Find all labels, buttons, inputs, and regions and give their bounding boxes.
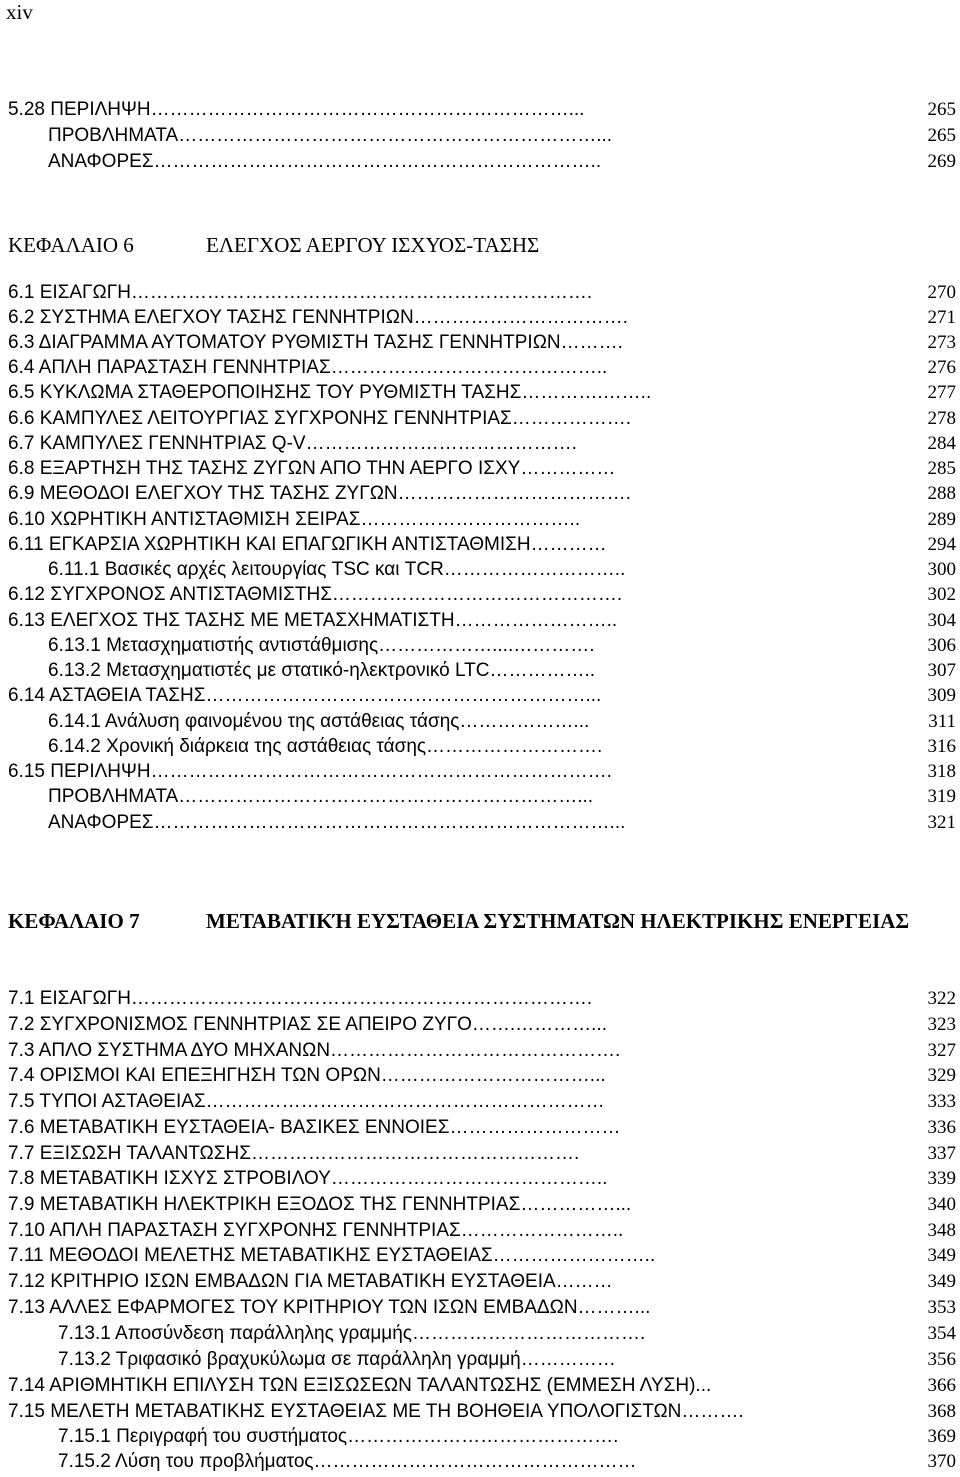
- toc-entry-page: 265: [927, 99, 956, 120]
- toc-entry-page: 337: [927, 1143, 956, 1164]
- toc-entry-page: 284: [927, 433, 956, 454]
- toc-entry[interactable]: [58, 1321, 956, 1346]
- toc-entry-page: 307: [927, 660, 956, 681]
- toc-entry-text: 7.15.1 Περιγραφή του συστήματος…………………………………….: [58, 1426, 619, 1447]
- toc-entry-page: 366: [927, 1375, 956, 1396]
- toc-entry[interactable]: [8, 759, 956, 784]
- toc-entry[interactable]: [8, 532, 956, 557]
- toc-entry[interactable]: [48, 658, 956, 683]
- toc-entry-text: 7.1 ΕΙΣΑΓΩΓΗ……………………………………………………………….: [8, 988, 593, 1009]
- toc-entry-page: 285: [927, 458, 956, 479]
- toc-entry-page: 304: [927, 610, 956, 631]
- toc-entry-text: 7.12 ΚΡΙΤΗΡΙΟ ΙΣΩΝ ΕΜΒΑΔΩΝ ΓΙΑ ΜΕΤΑΒΑΤΙΚΗ ΕΥΣΤΑΘΕΙΑ………: [8, 1271, 613, 1292]
- chapter-title: ΕΛΕΓΧΟΣ ΑΕΡΓΟΥ ΙΣΧΥΟΣ-ΤΑΣΗΣ: [206, 233, 540, 257]
- chapter-heading: [8, 228, 948, 262]
- toc-entry-text: 7.15.2 Λύση του προβλήματος……………………………………………: [58, 1451, 637, 1472]
- toc-entry-page: 306: [927, 635, 956, 656]
- toc-entry[interactable]: [8, 1012, 956, 1037]
- toc-entry-page: 329: [927, 1065, 956, 1086]
- toc-entry-page: 349: [927, 1245, 956, 1266]
- toc-entry-text: 7.11 ΜΕΘΟΔΟΙ ΜΕΛΕΤΗΣ ΜΕΤΑΒΑΤΙΚΗΣ ΕΥΣΤΑΘΕΙΑΣ……………………..: [8, 1245, 656, 1266]
- toc-entry-page: 277: [927, 382, 956, 403]
- toc-entry[interactable]: [8, 507, 956, 532]
- toc-entry[interactable]: [8, 330, 956, 355]
- toc-entry[interactable]: [48, 633, 956, 658]
- toc-entry-text: 7.13.2 Τριφασικό βραχυκύλωμα σε παράλληλη γραμμή……………: [58, 1349, 616, 1370]
- toc-entry[interactable]: [8, 456, 956, 481]
- toc-entry-text: 6.6 ΚΑΜΠΥΛΕΣ ΛΕΙΤΟΥΡΓΙΑΣ ΣΥΓΧΡΟΝΗΣ ΓΕΝΝΗΤΡΙΑΣ……………….: [8, 408, 632, 429]
- toc-entry-text: 6.11 ΕΓΚΑΡΣΙΑ ΧΩΡΗΤΙΚΗ ΚΑΙ ΕΠΑΓΩΓΙΚΗ ΑΝΤΙΣΤΑΘΜΙΣΗ…………: [8, 534, 607, 555]
- toc-entry-text: 7.2 ΣΥΓΧΡΟΝΙΣΜΟΣ ΓΕΝΝΗΤΡΙΑΣ ΣΕ ΑΠΕΙΡΟ ΖΥΓΟ…….…………...: [8, 1014, 607, 1035]
- toc-entry-page: 300: [927, 559, 956, 580]
- toc-entry-text: 6.8 ΕΞΑΡΤΗΣΗ ΤΗΣ ΤΑΣΗΣ ΖΥΓΩΝ ΑΠΟ ΤΗΝ ΑΕΡΓΟ ΙΣΧΥ……………: [8, 458, 616, 479]
- toc-entry[interactable]: [8, 582, 956, 607]
- toc-entry-text: ΑΝΑΦΟΡΕΣ……………………………………………………………..: [48, 151, 602, 172]
- toc-entry-text: 6.3 ΔΙΑΓΡΑΜΜΑ ΑΥΤΟΜΑΤΟΥ ΡΥΘΜΙΣΤΗ ΤΑΣΗΣ ΓΕΝΝΗΤΡΙΩΝ……….: [8, 332, 623, 353]
- toc-entry[interactable]: [8, 1038, 956, 1063]
- toc-entry-page: 348: [927, 1220, 956, 1241]
- toc-entry-text: 7.4 ΟΡΙΣΜΟΙ ΚΑΙ ΕΠΕΞΗΓΗΣΗ ΤΩΝ ΟΡΩΝ……………………………...: [8, 1065, 606, 1086]
- toc-entry[interactable]: [8, 481, 956, 506]
- toc-entry-text: ΑΝΑΦΟΡΕΣ………………………………………………………………...: [48, 812, 626, 833]
- toc-entry[interactable]: [58, 1449, 956, 1474]
- toc-entry-page: 276: [927, 357, 956, 378]
- toc-entry-text: 5.28 ΠΕΡΙΛΗΨΗ…………………………………………………………...: [8, 99, 585, 120]
- toc-entry-page: 353: [927, 1297, 956, 1318]
- toc-entry-page: 302: [927, 584, 956, 605]
- toc-entry[interactable]: [8, 1399, 956, 1424]
- toc-entry-text: 6.2 ΣΥΣΤΗΜΑ ΕΛΕΓΧΟΥ ΤΑΣΗΣ ΓΕΝΝΗΤΡΙΩΝ…………………………….: [8, 307, 628, 328]
- toc-entry[interactable]: [58, 1424, 956, 1449]
- toc-entry-text: ΠΡΟΒΛΗΜΑΤΑ………………………………………………………...: [48, 786, 594, 807]
- toc-entry-page: 327: [927, 1040, 956, 1061]
- toc-entry[interactable]: [58, 1347, 956, 1372]
- toc-entry-text: 7.6 ΜΕΤΑΒΑΤΙΚΗ ΕΥΣΤΑΘΕΙΑ- ΒΑΣΙΚΕΣ ΕΝΝΟΙΕΣ………………………: [8, 1117, 621, 1138]
- toc-entry-page: 322: [927, 988, 956, 1009]
- toc-entry-page: 316: [927, 736, 956, 757]
- toc-entry-text: 7.8 ΜΕΤΑΒΑΤΙΚΗ ΙΣΧΥΣ ΣΤΡΟΒΙΛΟΥ……………………………………..: [8, 1168, 608, 1189]
- toc-entry-page: 270: [927, 282, 956, 303]
- toc-entry[interactable]: [48, 709, 956, 734]
- toc-entry[interactable]: [48, 149, 956, 174]
- toc-entry[interactable]: [8, 380, 956, 405]
- toc-entry-text: 6.7 ΚΑΜΠΥΛΕΣ ΓΕΝΝΗΤΡΙΑΣ Q-V…………………………………….: [8, 433, 577, 454]
- toc-entry-page: 339: [927, 1168, 956, 1189]
- toc-entry-page: 288: [927, 483, 956, 504]
- toc-entry-text: 6.13.1 Μετασχηματιστής αντιστάθμισης………………....………….: [48, 635, 595, 656]
- toc-entry-page: 269: [927, 151, 956, 172]
- chapter-title: ΜΕΤΑΒΑΤΙΚΉ ΕΥΣΤΑΘΕΙΑ ΣΥΣΤΗΜΑΤΩΝ ΗΛΕΚΤΡΙΚΗΣ ΕΝΕΡΓΕΙΑΣ: [206, 909, 910, 933]
- toc-entry-page: 333: [927, 1091, 956, 1112]
- toc-entry-text: 7.13 ΑΛΛΕΣ ΕΦΑΡΜΟΓΕΣ ΤΟΥ ΚΡΙΤΗΡΙΟΥ ΤΩΝ ΙΣΩΝ ΕΜΒΑΔΩΝ………...: [8, 1297, 651, 1318]
- toc-entry-text: 7.10 ΑΠΛΗ ΠΑΡΑΣΤΑΣΗ ΣΥΓΧΡΟΝΗΣ ΓΕΝΝΗΤΡΙΑΣ……………………..: [8, 1220, 624, 1241]
- toc-entry-text: 6.14.1 Ανάλυση φαινομένου της αστάθειας τάσης………………...: [48, 711, 590, 732]
- toc-entry-text: 7.15 ΜΕΛΕΤΗ ΜΕΤΑΒΑΤΙΚΗΣ ΕΥΣΤΑΘΕΙΑΣ ΜΕ ΤΗ ΒΟΗΘΕΙΑ ΥΠΟΛΟΓΙΣΤΩΝ……….: [8, 1401, 744, 1422]
- toc-entry-page: 369: [927, 1426, 956, 1447]
- toc-entry[interactable]: [8, 1192, 956, 1217]
- toc-entry-page: 354: [927, 1323, 956, 1344]
- toc-entry-page: 311: [928, 711, 956, 732]
- toc-entry[interactable]: [8, 355, 956, 380]
- toc-entry-text: 6.12 ΣΥΓΧΡΟΝΟΣ ΑΝΤΙΣΤΑΘΜΙΣΤΗΣ……………………………………….: [8, 584, 623, 605]
- toc-entry[interactable]: [8, 1141, 956, 1166]
- toc-entry[interactable]: [8, 1295, 956, 1320]
- toc-entry-page: 319: [927, 786, 956, 807]
- toc-entry-page: 349: [927, 1271, 956, 1292]
- toc-entry[interactable]: [8, 986, 956, 1011]
- toc-entry[interactable]: [48, 810, 956, 835]
- chapter-label: ΚΕΦΑΛΑΙΟ 6: [8, 233, 134, 257]
- toc-entry[interactable]: [8, 1243, 956, 1268]
- toc-entry-text: 7.9 ΜΕΤΑΒΑΤΙΚΗ ΗΛΕΚΤΡΙΚΗ ΕΞΟΔΟΣ ΤΗΣ ΓΕΝΝΗΤΡΙΑΣ……………...: [8, 1194, 632, 1215]
- toc-entry[interactable]: [8, 280, 956, 305]
- toc-entry-text: 6.15 ΠΕΡΙΛΗΨΗ……………………………………………………………….: [8, 761, 612, 782]
- toc-entry[interactable]: [8, 1269, 956, 1294]
- toc-entry-page: 273: [927, 332, 956, 353]
- toc-entry-page: 370: [927, 1451, 956, 1472]
- toc-entry[interactable]: [8, 97, 956, 122]
- toc-entry[interactable]: [8, 305, 956, 330]
- toc-entry-page: 309: [927, 685, 956, 706]
- page-number: xiv: [6, 0, 33, 24]
- chapter-label: ΚΕΦΑΛΑΙΟ 7: [8, 909, 140, 933]
- toc-entry-text: ΠΡΟΒΛΗΜΑΤΑ…………………………………………………………...: [48, 125, 613, 146]
- toc-entry[interactable]: [8, 608, 956, 633]
- toc-entry-text: 7.5 ΤΥΠΟΙ ΑΣΤΑΘΕΙΑΣ………………………………………………………: [8, 1091, 605, 1112]
- toc-entry-text: 6.13.2 Μετασχηματιστές με στατικό-ηλεκτρονικό LTC……………..: [48, 660, 596, 681]
- toc-entry[interactable]: [8, 431, 956, 456]
- toc-entry-text: 7.3 ΑΠΛΟ ΣΥΣΤΗΜΑ ΔΥΟ ΜΗΧΑΝΩΝ……………………………………….: [8, 1040, 621, 1061]
- toc-entry-page: 368: [927, 1401, 956, 1422]
- toc-entry-text: 6.1 ΕΙΣΑΓΩΓΗ……………………………………………………………….: [8, 282, 593, 303]
- toc-entry-text: 6.14.2 Χρονική διάρκεια της αστάθειας τάσης……………………….: [48, 736, 603, 757]
- toc-entry[interactable]: [8, 683, 956, 708]
- toc-entry[interactable]: [48, 784, 956, 809]
- toc-entry[interactable]: [8, 1166, 956, 1191]
- chapter-heading: [8, 904, 948, 974]
- toc-entry[interactable]: [8, 1089, 956, 1114]
- toc-entry-page: 356: [927, 1349, 956, 1370]
- toc-entry[interactable]: [8, 1218, 956, 1243]
- toc-entry-text: 6.5 ΚΥΚΛΩΜΑ ΣΤΑΘΕΡΟΠΟΙΗΣΗΣ ΤΟΥ ΡΥΘΜΙΣΤΗ ΤΑΣΗΣ………….……..: [8, 382, 652, 403]
- toc-entry-page: 340: [927, 1194, 956, 1215]
- toc-entry-text: 7.7 ΕΞΙΣΩΣΗ ΤΑΛΑΝΤΩΣΗΣ…………………………………………….: [8, 1143, 580, 1164]
- toc-entry-text: 6.4 ΑΠΛΗ ΠΑΡΑΣΤΑΣΗ ΓΕΝΝΗΤΡΙΑΣ……………………………………..: [8, 357, 608, 378]
- toc-entry-text: 6.10 ΧΩΡΗΤΙΚΗ ΑΝΤΙΣΤΑΘΜΙΣΗ ΣΕΙΡΑΣ……………………………..: [8, 509, 581, 530]
- toc-entry-page: 278: [927, 408, 956, 429]
- toc-entry-text: 7.14 ΑΡΙΘΜΗΤΙΚΗ ΕΠΙΛΥΣΗ ΤΩΝ ΕΞΙΣΩΣΕΩΝ ΤΑΛΑΝΤΩΣΗΣ (ΕΜΜΕΣΗ ΛΥΣΗ)...: [8, 1375, 712, 1396]
- toc-entry-text: 6.13 ΕΛΕΓΧΟΣ ΤΗΣ ΤΑΣΗΣ ΜΕ ΜΕΤΑΣΧΗΜΑΤΙΣΤΗ……………………..: [8, 610, 618, 631]
- toc-entry[interactable]: [48, 734, 956, 759]
- toc-entry-page: 321: [927, 812, 956, 833]
- toc-entry[interactable]: [8, 1115, 956, 1140]
- toc-entry-page: 294: [927, 534, 956, 555]
- toc-entry[interactable]: [48, 557, 956, 582]
- toc-entry-page: 336: [927, 1117, 956, 1138]
- toc-entry-page: 323: [927, 1014, 956, 1035]
- toc-entry-page: 318: [927, 761, 956, 782]
- toc-entry[interactable]: [8, 406, 956, 431]
- toc-entry-text: 6.14 ΑΣΤΑΘΕΙΑ ΤΑΣΗΣ……………………………………………………...: [8, 685, 602, 706]
- toc-entry[interactable]: [48, 123, 956, 148]
- toc-entry[interactable]: [8, 1063, 956, 1088]
- toc-entry-page: 289: [927, 509, 956, 530]
- toc-entry-text: 6.9 ΜΕΘΟΔΟΙ ΕΛΕΓΧΟΥ ΤΗΣ ΤΑΣΗΣ ΖΥΓΩΝ……………………………….: [8, 483, 631, 504]
- toc-entry-page: 271: [927, 307, 956, 328]
- toc-entry-page: 265: [927, 125, 956, 146]
- toc-entry[interactable]: [8, 1373, 956, 1398]
- toc-entry-text: 6.11.1 Βασικές αρχές λειτουργίας TSC και TCR………………………..: [48, 559, 626, 580]
- toc-entry-text: 7.13.1 Αποσύνδεση παράλληλης γραμμής……………………………….: [58, 1323, 646, 1344]
